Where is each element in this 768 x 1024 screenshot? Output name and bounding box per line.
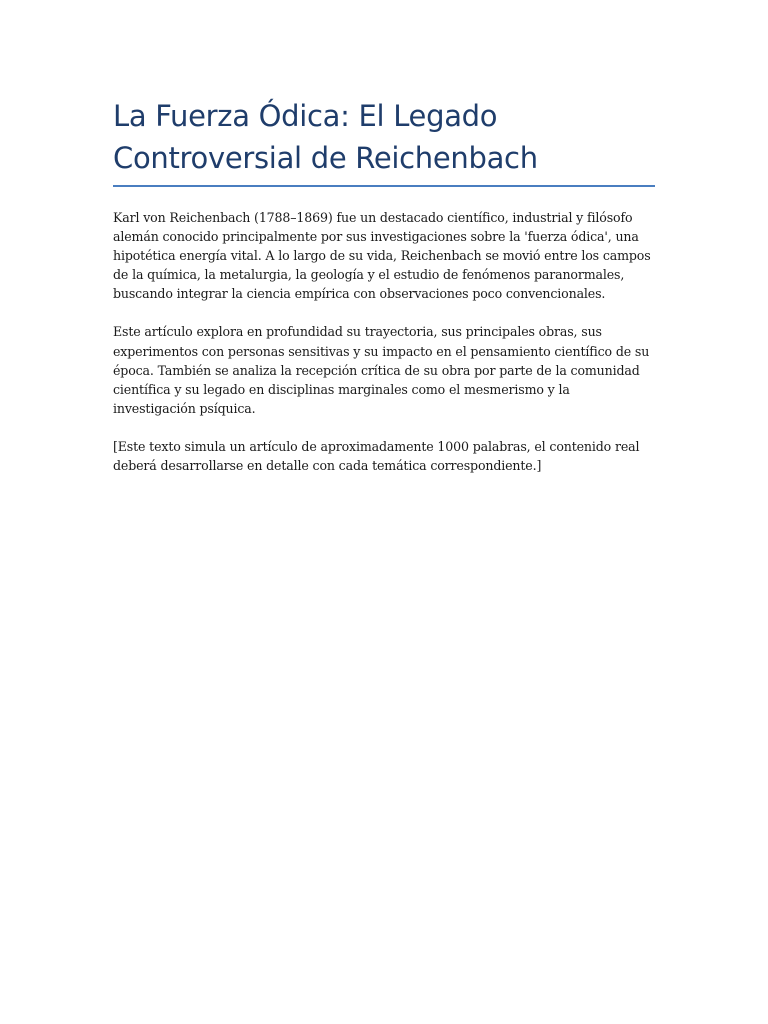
title-underline [113,185,655,187]
paragraph-intro: Karl von Reichenbach (1788–1869) fue un destacado científico, industrial y filósofo alemán conocido principalmente por sus investigaciones sobre la 'fuerza ódica', una hipotética energía vital. A lo largo de su vida, Reichenbach se movió entre los campos de la química, la metalurgia, la geología y el estudio de fenómenos paranormales, buscando integrar la ciencia empírica con observaciones poco convencionales. [113,210,651,302]
paragraph-scope: Este artículo explora en profundidad su trayectoria, sus principales obras, sus experimentos con personas sensitivas y su impacto en el pensamiento científico de su época. También se analiza la recepción crítica de su obra por parte de la comunidad científica y su legado en disciplinas marginales como el mesmerismo y la investigación psíquica. [113,324,650,416]
document-title: La Fuerza Ódica: El Legado Controversial de Reichenbach [113,99,538,175]
paragraph-note: [Este texto simula un artículo de aproximadamente 1000 palabras, el contenido real deberá desarrollarse en detalle con cada temática correspondiente.] [113,438,640,474]
document-page [113,95,655,494]
